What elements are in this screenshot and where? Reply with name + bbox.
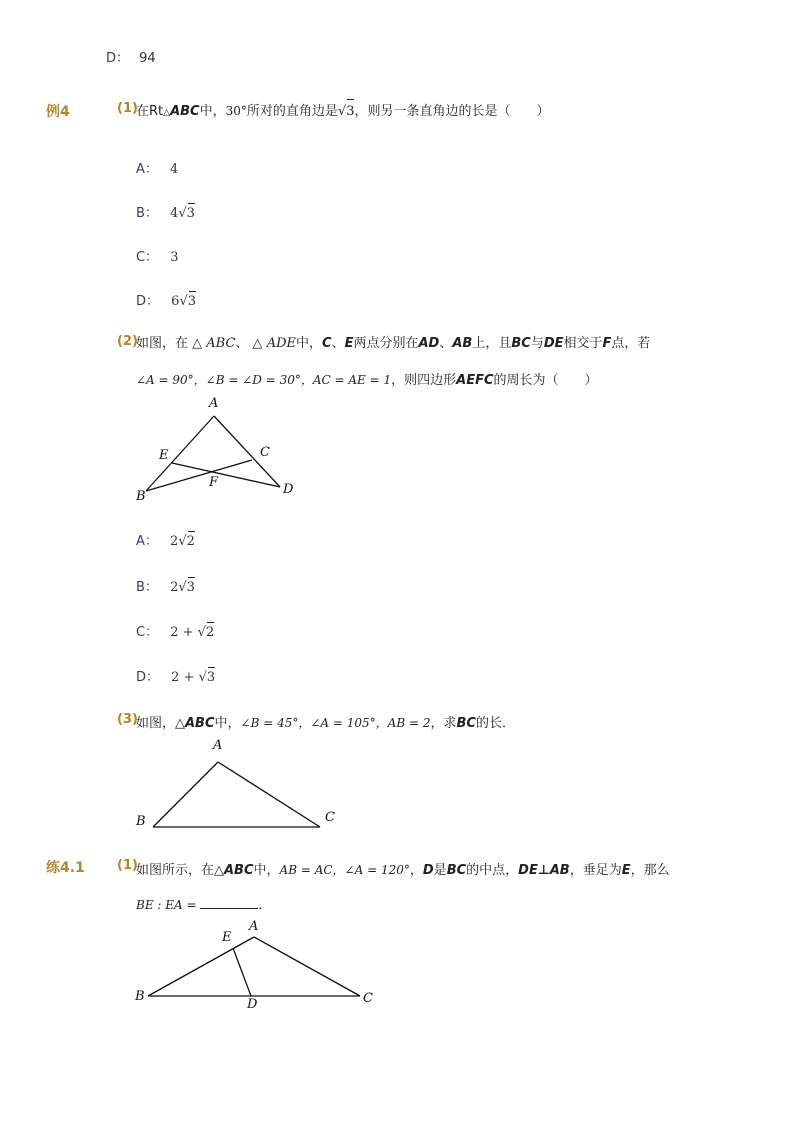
text: ，求 bbox=[430, 716, 457, 731]
option-label: C： bbox=[136, 625, 159, 640]
q1-option-a[interactable] bbox=[136, 158, 178, 177]
q1-pre: 在Rt bbox=[136, 104, 164, 119]
sqrt-expression: √3 bbox=[178, 206, 195, 221]
answer-blank[interactable] bbox=[200, 895, 258, 909]
label-d: D bbox=[283, 482, 294, 497]
label-d: D bbox=[247, 997, 258, 1012]
q2-line2 bbox=[136, 370, 598, 391]
example-4-tag: 例4 bbox=[46, 104, 70, 120]
label-b: B bbox=[136, 489, 146, 504]
text: ，则四边形 bbox=[391, 373, 457, 388]
label-b: B bbox=[135, 989, 145, 1004]
point: F bbox=[602, 336, 612, 351]
perpendicular-statement: DE⊥AB bbox=[518, 863, 570, 878]
text: 中， bbox=[253, 863, 280, 878]
text: 的周长为（ ） bbox=[493, 373, 598, 388]
triangle-name: ABC bbox=[206, 336, 236, 351]
sqrt-expression: √3 bbox=[199, 670, 216, 685]
label-a: A bbox=[213, 738, 223, 753]
q2-option-b[interactable] bbox=[136, 576, 195, 595]
segment-ac bbox=[254, 937, 360, 996]
label-c: C bbox=[260, 445, 270, 460]
text: 中， bbox=[296, 336, 323, 351]
segment: BC bbox=[456, 716, 476, 731]
text: 两点分别在 bbox=[353, 336, 419, 351]
label-a: A bbox=[209, 396, 219, 411]
radicand: 3 bbox=[206, 670, 216, 685]
option-coef: 2 + bbox=[170, 625, 198, 640]
radicand: 2 bbox=[186, 534, 195, 549]
label-a: A bbox=[249, 919, 259, 934]
radicand: 3 bbox=[186, 206, 195, 221]
radicand: 3 bbox=[346, 104, 355, 119]
segment: AB bbox=[452, 336, 473, 351]
q2-number: (2) bbox=[117, 334, 138, 349]
segment: BC bbox=[446, 863, 467, 878]
math-conditions: ∠A = 90°，∠B = ∠D = 30°，AC = AE = 1 bbox=[136, 373, 392, 387]
q2-figure bbox=[130, 390, 310, 505]
q1-post: 所对的直角边是 bbox=[246, 104, 338, 119]
option-value: 94 bbox=[139, 51, 156, 66]
triangle-name: ADE bbox=[266, 336, 297, 351]
radicand: 3 bbox=[186, 580, 195, 595]
angle-value: 30° bbox=[225, 104, 247, 118]
segment: AD bbox=[418, 336, 440, 351]
point: E bbox=[344, 336, 354, 351]
text: 点，若 bbox=[611, 336, 651, 351]
q1-option-c[interactable] bbox=[136, 246, 179, 265]
text: 的长． bbox=[475, 716, 515, 731]
practice-4-1-tag: 练4.1 bbox=[46, 860, 85, 876]
point: E bbox=[621, 863, 631, 878]
text: ， bbox=[409, 863, 423, 878]
q1-mid: 中， bbox=[199, 104, 226, 119]
q2-option-c[interactable] bbox=[136, 621, 214, 640]
text: 、 bbox=[331, 336, 345, 351]
option-coef: 6 bbox=[171, 294, 180, 309]
q3-figure bbox=[130, 733, 350, 833]
math-conditions: ∠B = 45°，∠A = 105°，AB = 2 bbox=[240, 716, 431, 730]
segment-ed bbox=[172, 463, 280, 487]
segment: DE bbox=[543, 336, 564, 351]
option-label: D： bbox=[106, 51, 130, 66]
text: 、 △ bbox=[235, 336, 263, 351]
q1-option-d[interactable] bbox=[136, 290, 196, 309]
point: C bbox=[322, 336, 332, 351]
text: ，那么 bbox=[630, 863, 670, 878]
label-c: C bbox=[363, 991, 373, 1006]
sqrt-expression: √2 bbox=[198, 625, 215, 640]
segment-ab bbox=[153, 762, 218, 827]
text: ，垂足为 bbox=[569, 863, 622, 878]
q1-option-b[interactable] bbox=[136, 202, 195, 221]
text: 如图，在 △ bbox=[136, 336, 203, 351]
label-c: C bbox=[325, 810, 335, 825]
segment-ab bbox=[148, 937, 254, 996]
radicand: 2 bbox=[205, 625, 215, 640]
segment: BC bbox=[511, 336, 531, 351]
option-label: B： bbox=[136, 206, 158, 221]
radicand: 3 bbox=[187, 294, 197, 309]
p1-line1 bbox=[136, 860, 670, 881]
text: 如图，△ bbox=[136, 716, 185, 731]
text: 与 bbox=[530, 336, 544, 351]
option-label: A： bbox=[136, 534, 158, 549]
q2-option-a[interactable] bbox=[136, 530, 195, 549]
q2-line1 bbox=[136, 334, 650, 354]
option-coef: 2 + bbox=[171, 670, 199, 685]
option-label: A： bbox=[136, 162, 158, 177]
label-f: F bbox=[209, 475, 219, 490]
option-coef: 4 bbox=[170, 206, 179, 221]
option-coef: 3 bbox=[170, 250, 179, 265]
text: 的中点， bbox=[466, 863, 519, 878]
label-b: B bbox=[136, 814, 146, 829]
sqrt-expression: √3 bbox=[178, 580, 195, 595]
segment-ad bbox=[214, 416, 280, 487]
triangle-symbol: △ bbox=[163, 108, 171, 118]
q1-end: ，则另一条直角边的长是（ ） bbox=[354, 104, 550, 119]
q3-text bbox=[136, 713, 515, 734]
text: 相交于 bbox=[563, 336, 603, 351]
q3-number: (3) bbox=[117, 712, 138, 727]
text: 中， bbox=[214, 716, 241, 731]
q2-option-d[interactable] bbox=[136, 666, 215, 685]
triangle-name: ABC bbox=[224, 863, 254, 878]
math-conditions: AB = AC，∠A = 120° bbox=[279, 863, 410, 877]
segment-bc bbox=[146, 460, 252, 491]
segment-ab bbox=[146, 416, 214, 491]
previous-option-d bbox=[106, 47, 156, 66]
option-coef: 2 bbox=[170, 580, 179, 595]
triangle-name: ABC bbox=[185, 716, 215, 731]
label-e: E bbox=[222, 930, 232, 945]
sqrt-expression: √3 bbox=[179, 294, 196, 309]
p1-number: (1) bbox=[117, 858, 138, 873]
text: 、 bbox=[439, 336, 453, 351]
segment-ac bbox=[218, 762, 320, 827]
q1-number: (1) bbox=[117, 101, 138, 116]
ratio-expression: BE : EA = bbox=[136, 898, 201, 912]
text: 如图所示，在△ bbox=[136, 863, 224, 878]
label-e: E bbox=[159, 448, 169, 463]
text: 是 bbox=[433, 863, 447, 878]
point: D bbox=[422, 863, 434, 878]
option-label: D： bbox=[136, 294, 160, 309]
p1-figure bbox=[130, 913, 380, 1013]
sqrt-expression: √2 bbox=[178, 534, 195, 549]
sqrt-expression: √3 bbox=[338, 102, 355, 122]
option-label: B： bbox=[136, 580, 158, 595]
text: 上，且 bbox=[472, 336, 512, 351]
triangle-name: ABC bbox=[170, 104, 200, 119]
segment-de bbox=[233, 948, 251, 996]
text: ． bbox=[258, 898, 272, 913]
q1-text bbox=[136, 101, 549, 123]
option-label: D： bbox=[136, 670, 160, 685]
quadrilateral-name: AEFC bbox=[456, 373, 494, 388]
option-label: C： bbox=[136, 250, 159, 265]
option-coef: 4 bbox=[170, 162, 179, 177]
option-coef: 2 bbox=[170, 534, 179, 549]
